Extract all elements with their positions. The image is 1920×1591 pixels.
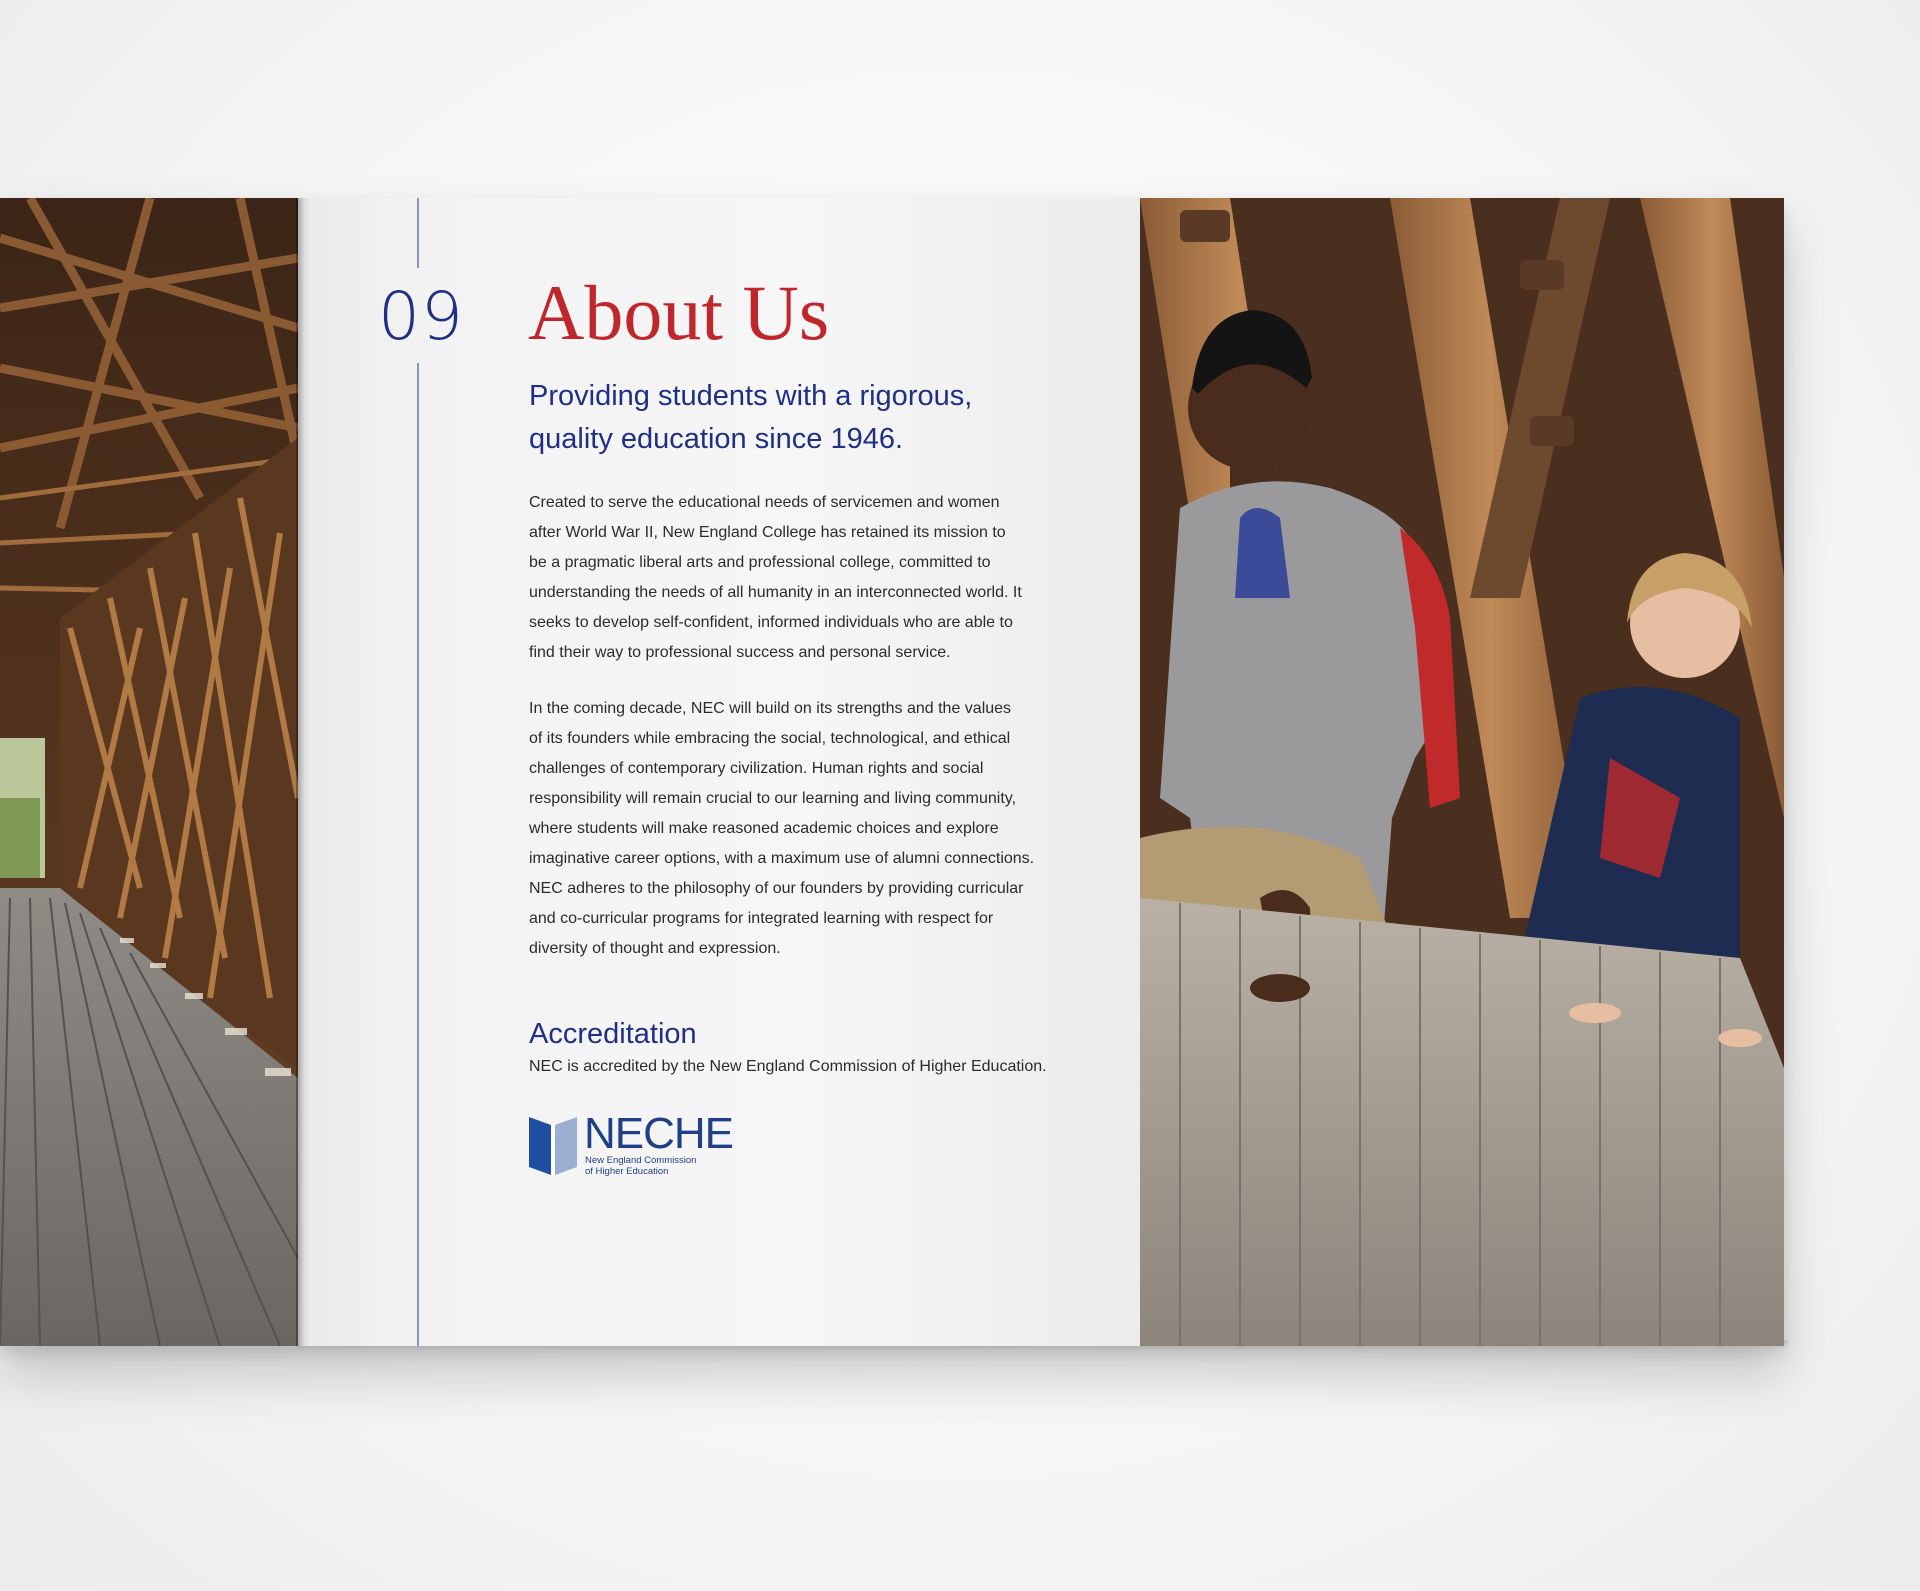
body-line: In the coming decade, NEC will build on its strengths and the values	[529, 700, 1012, 717]
students-on-bridge-illustration	[1140, 198, 1784, 1346]
covered-bridge-illustration	[0, 198, 298, 1346]
body-line: of its founders while embracing the social, technological, and ethical	[529, 730, 1011, 747]
neche-subtitle	[585, 1155, 735, 1177]
accreditation-text: NEC is accredited by the New England Commission of Higher Education.	[529, 1058, 1047, 1075]
margin-rule-top	[417, 198, 419, 268]
neche-wordmark: NECHE	[584, 1109, 734, 1158]
body-line: imaginative career options, with a maximum use of alumni connections.	[529, 850, 1035, 867]
students-photo	[1140, 198, 1784, 1346]
neche-subtitle-line: of Higher Education	[585, 1166, 669, 1177]
margin-rule	[417, 363, 419, 1346]
subtitle-line: Providing students with a rigorous,	[529, 380, 973, 412]
body-line: find their way to professional success and personal service.	[529, 644, 951, 661]
body-line: Created to serve the educational needs of servicemen and women	[529, 494, 1000, 511]
body-line: after World War II, New England College has retained its mission to	[529, 524, 1006, 541]
body-line: challenges of contemporary civilization. Human rights and social	[529, 760, 984, 777]
body-line: diversity of thought and expression.	[529, 940, 781, 957]
about-us-page	[298, 198, 1140, 1346]
accreditation-heading: Accreditation	[529, 1018, 697, 1050]
body-line: where students will make reasoned academic choices and explore	[529, 820, 999, 837]
spine-shadow	[296, 198, 310, 1346]
body-line: seeks to develop self-confident, informed individuals who are able to	[529, 614, 1013, 631]
neche-book-icon	[529, 1113, 579, 1177]
body-paragraph-history	[529, 488, 1059, 668]
body-paragraph-mission	[529, 694, 1059, 964]
brochure-spread	[0, 198, 1784, 1346]
neche-logo	[529, 1109, 739, 1183]
subtitle-line: quality education since 1946.	[529, 423, 904, 455]
body-line: understanding the needs of all humanity in an interconnected world. It	[529, 584, 1022, 601]
page-title: About Us	[528, 269, 830, 356]
body-line: NEC adheres to the philosophy of our founders by providing curricular	[529, 880, 1024, 897]
neche-subtitle-line: New England Commission	[585, 1155, 697, 1166]
body-line: responsibility will remain crucial to our learning and living community,	[529, 790, 1017, 807]
body-line: and co-curricular programs for integrated learning with respect for	[529, 910, 994, 927]
body-line: be a pragmatic liberal arts and professional college, committed to	[529, 554, 991, 571]
subtitle	[529, 375, 1089, 461]
section-number: 09	[378, 278, 464, 355]
covered-bridge-photo	[0, 198, 298, 1346]
